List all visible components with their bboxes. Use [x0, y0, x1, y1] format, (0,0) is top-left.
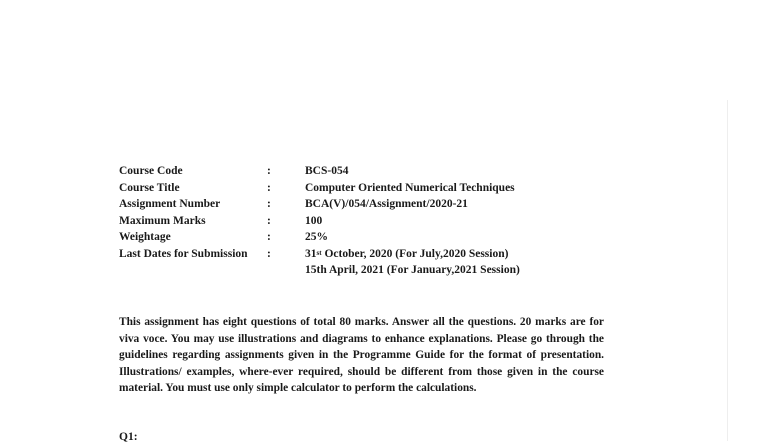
detail-label: Course Title	[119, 181, 180, 194]
detail-label: Last Dates for Submission	[119, 247, 248, 260]
detail-label: Assignment Number	[119, 198, 221, 210]
page-edge	[727, 100, 728, 441]
detail-value: BCS-054	[305, 165, 349, 177]
detail-colon: :	[267, 231, 271, 243]
detail-value: 100	[305, 214, 323, 227]
detail-row-assignment-number	[119, 196, 520, 213]
detail-colon: :	[267, 198, 271, 210]
detail-label: Maximum Marks	[119, 214, 206, 227]
date-rest: October, 2020 (For July,2020 Session)	[321, 247, 509, 260]
detail-row-course-title	[119, 180, 520, 197]
date-day: 31	[305, 247, 317, 260]
detail-label: Course Code	[119, 165, 183, 177]
detail-value: Computer Oriented Numerical Techniques	[305, 181, 515, 194]
detail-value: BCA(V)/054/Assignment/2020-21	[305, 198, 468, 210]
detail-label: Weightage	[119, 231, 171, 243]
detail-value	[305, 246, 508, 263]
question-label: Q1:	[119, 431, 138, 443]
detail-row-course-code	[119, 163, 520, 180]
assignment-details	[119, 163, 520, 279]
detail-row-last-dates	[119, 246, 520, 263]
detail-value: 15th April, 2021 (For January,2021 Session)	[305, 264, 520, 276]
assignment-instructions: This assignment has eight questions of total 80 marks. Answer all the questions. 20 marks are for viva voce. You may use illustrations and diagrams to enhance explanations. Please go through the guidelines regarding assignments given in the Programme Guide for the format of presentation. Illustrations/ examples, where-ever required, should be different from those given in the course material. You must use only simple calculator to perform the calculations.	[119, 316, 604, 395]
detail-row-last-dates-continued	[119, 262, 520, 279]
detail-colon: :	[267, 165, 271, 177]
detail-colon: :	[267, 181, 271, 194]
detail-row-maximum-marks	[119, 213, 520, 230]
date-ordinal: st	[316, 248, 322, 257]
detail-colon: :	[267, 214, 271, 227]
detail-row-weightage	[119, 229, 520, 246]
detail-value: 25%	[305, 231, 328, 243]
detail-colon: :	[267, 247, 271, 260]
